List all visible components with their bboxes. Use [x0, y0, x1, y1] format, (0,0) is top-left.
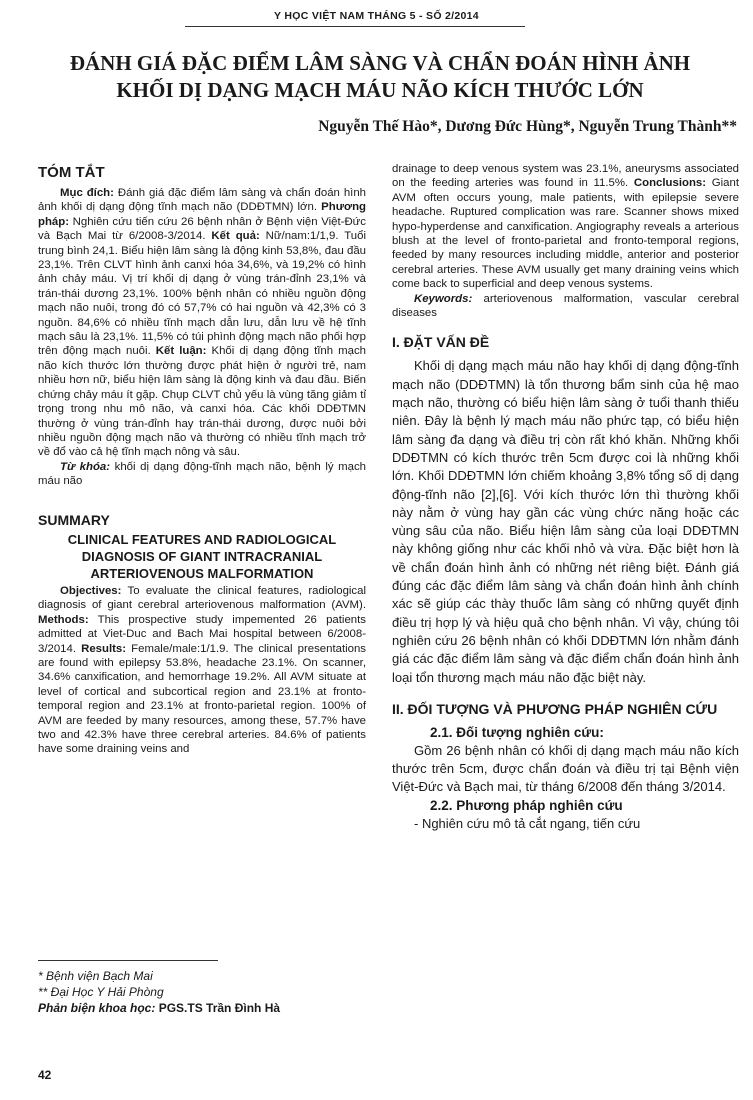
article-title-line-2: KHỐI DỊ DẠNG MẠCH MÁU NÃO KÍCH THƯỚC LỚN: [116, 78, 644, 102]
footnote-reviewer-label: Phản biện khoa học:: [38, 1001, 156, 1015]
authors: Nguyễn Thế Hào*, Dương Đức Hùng*, Nguyễn Trung Thành**: [318, 118, 737, 135]
section-2-1-body: Gồm 26 bệnh nhân có khối dị dạng mạch máu não kích thước trên 5cm, được chẩn đoán và điều trị tại Bệnh viện Việt-Đức và Bạch mai, từ tháng 6/2008 đến tháng 3/2014.: [392, 742, 739, 795]
summary-heading: SUMMARY: [38, 511, 110, 528]
page-number: 42: [38, 1068, 52, 1082]
footnotes: [38, 968, 366, 1016]
header-rule: [185, 26, 525, 27]
summary-label-objectives: Objectives:: [60, 584, 122, 597]
tomtat-results-text: Nữ/nam:1/1,9. Tuổi trung bình 24,1. Biểu hiện lâm sàng là động kinh 53,8%, đau đầu 23,1%. Trên CLVT hình ảnh canxi hóa 34,6%, và 19,2% có hình ảnh chảy máu. Vị trí khối dị dạng ở vùng trán-đỉnh 23,1% và trán-thái dương 23,1%. 100% bệnh nhân có nhiều nguồn động mạch não nuôi, trong đó có 57,7% có hai nguồn và 42,3% có 3 nguồn. 84,6% có nhiều tĩnh mạch dẫn lưu, dẫn lưu về hệ tĩnh mạch sâu là 23,1%. 11,5% có túi phình động mạch não phối hợp trên động mạch nuôi.: [38, 230, 366, 358]
article-title: [60, 50, 700, 104]
summary-abstract: [38, 584, 366, 757]
tomtat-label-results: Kết quả:: [211, 230, 260, 243]
summary-label-results: Results:: [81, 642, 127, 655]
section-2-2-heading: 2.2. Phương pháp nghiên cứu: [430, 797, 623, 813]
summary-keywords-label: Keywords:: [414, 292, 473, 305]
left-column: [38, 164, 366, 757]
summary-results-text: Female/male:1/1.9. The clinical presentations are found with epilepsy 53.8%, headache 23.1%. On scanner, 34.6% canxification, and hemorrhage 19.2%. All AVM situate at level of cortical and subcortical region and 23.1% at fronto-temporal region and 23.1% at fronto-parietal region. 100% of AVM are feeded by many resources, among these, 57.7% have two and 42.3% have three cerebral arteries. 84.6% of patients have some draining veins and: [38, 642, 367, 756]
footnote-reviewer-name: PGS.TS Trần Đình Hà: [155, 1001, 281, 1015]
summary-keywords-text: arteriovenous malformation, vascular cerebral diseases: [392, 292, 739, 320]
tomtat-method-text: Nghiên cứu tiến cứu 26 bệnh nhân ở Bệnh viện Việt-Đức và Bạch Mai từ 6/2008-3/2014.: [38, 215, 366, 243]
right-column: [392, 162, 739, 833]
tomtat-keywords: [38, 460, 366, 489]
tomtat-objective-text: Đánh giá đặc điểm lâm sàng và chẩn đoán hình ảnh khối dị dạng động tĩnh mạch não (DDĐTMN) lớn.: [38, 187, 366, 214]
footnote-affiliation-2: ** Đại Học Y Hải Phòng: [38, 985, 164, 999]
tomtat-heading: TÓM TẮT: [38, 164, 105, 181]
section-2-heading: II. ĐỐI TƯỢNG VÀ PHƯƠNG PHÁP NGHIÊN CỨU: [392, 700, 718, 717]
footnote-reviewer: [38, 1000, 366, 1016]
summary-conclusions-text: Giant AVM often occurs young, male patients, with epilepsie severe headache. Ruptured complication was rare. Scanner shows mixed hypo-hyperdense and canxification. Angiography reveals a arterious blush at the level of fronto-parietal and fronto-temporal regions, feeded by many resources including middle, anterior and posterior cerebral arteries. These AVM usually get many draining veins which come back to superficial and deep venous systems.: [392, 177, 739, 291]
article-title-line-1: ĐÁNH GIÁ ĐẶC ĐIỂM LÂM SÀNG VÀ CHẨN ĐOÁN HÌNH ẢNH: [69, 51, 691, 75]
footnote-affiliation-1: * Bệnh viện Bạch Mai: [38, 969, 153, 983]
tomtat-keywords-text: khối dị dạng động-tĩnh mạch não, bệnh lý mạch máu não: [38, 460, 366, 488]
summary-label-methods: Methods:: [38, 613, 89, 626]
tomtat-label-method: Phương pháp:: [38, 201, 366, 228]
summary-results-text-continued: drainage to deep venous system was 23.1%, aneurysms associated on the feeding arteries was found in 11.5%.: [392, 163, 739, 190]
tomtat-label-objective: Mục đích:: [60, 187, 114, 199]
footnote-rule: [38, 960, 218, 961]
running-header: Y HỌC VIỆT NAM THÁNG 5 - SỐ 2/2014: [274, 10, 479, 22]
summary-title: CLINICAL FEATURES AND RADIOLOGICAL DIAGNOSIS OF GIANT INTRACRANIAL ARTERIOVENOUS MALFORMATION: [67, 531, 337, 581]
section-2-1-heading: 2.1. Đối tượng nghiên cứu:: [430, 724, 604, 740]
section-1-heading: I. ĐẶT VẤN ĐỀ: [392, 334, 490, 351]
summary-objectives-text: To evaluate the clinical features, radiological diagnosis of giant cerebral arteriovenous malformation (AVM).: [38, 584, 366, 612]
tomtat-label-conclusion: Kết luận:: [155, 345, 207, 358]
tomtat-abstract: [38, 186, 366, 460]
summary-keywords: [392, 292, 739, 321]
summary-label-conclusions: Conclusions:: [633, 177, 707, 190]
section-1-body: Khối dị dạng mạch máu não hay khối dị dạng động-tĩnh mạch não (DDĐTMN) là tổn thương bẩm sinh của hệ mao mạch não, thường có biểu hiện lâm sàng ở tuổi thanh thiếu niên. Đây là bệnh lý mạch máu não phức tạp, có biểu hiện lâm sàng đa dạng và điều trị còn rất khó khăn. Những khối DDĐTMN có kích thước trên 5cm được coi là những khối lớn. Khối DDĐTMN lớn chiếm khoảng 3,8% tổng số dị dạng động-tĩnh não [2],[6]. Với kích thước lớn thì thường khối này nằm ở vùng hay gần các vùng chức năng hoặc các vùng sâu của não. Biểu hiện lâm sàng của loại DDĐTMN này không giống như các khối nhỏ và vừa. Đặc biệt hơn là về chẩn đoán hình ảnh có những nét riêng biệt. Đánh giá đúng các đặc điểm lâm sàng và chẩn đoán hình ảnh chính xác sẽ giúp các thày thuốc lâm sàng có những quyết định điều trị hợp lý và hiệu quả cho bệnh nhân. Vì vậy, chúng tôi nghiên cứu 26 bệnh nhân có khối DDĐTMN lớn nhằm đánh giá các đặc điểm lâm sàng và đặc điểm chẩn đoán hình ảnh loại tổn thương mạch máu não đặc biệt này.: [392, 358, 739, 685]
section-2-2-body: - Nghiên cứu mô tả cắt ngang, tiến cứu: [414, 815, 641, 831]
tomtat-conclusion-text: Khối dị dạng động tĩnh mạch não kích thước lớn thường được phát hiện ở người trẻ, nam nhiều hơn nữ, biểu hiện lâm sàng là động kinh và đau đầu. Biến chứng chảy máu ít gặp. Chụp CLVT chủ yếu là vùng tăng giảm tỉ trọng trong nhu mô não, và canxi hóa. Các khối DDĐTMN thường ở vùng trán-đỉnh hay trán-thái dương, được nuôi bởi nhiều nguồn động mạch não và thường có nhiều tĩnh mạch trở về đổ vào cả hệ tĩnh mạch nông và sâu.: [38, 345, 367, 459]
summary-methods-text: This prospective study impemented 26 patients admitted at Viet-Duc and Bach Mai hospital between 6/2008-3/2014.: [38, 613, 366, 655]
tomtat-keywords-label: Từ khóa:: [60, 460, 111, 473]
summary-abstract-continued: [392, 162, 739, 292]
